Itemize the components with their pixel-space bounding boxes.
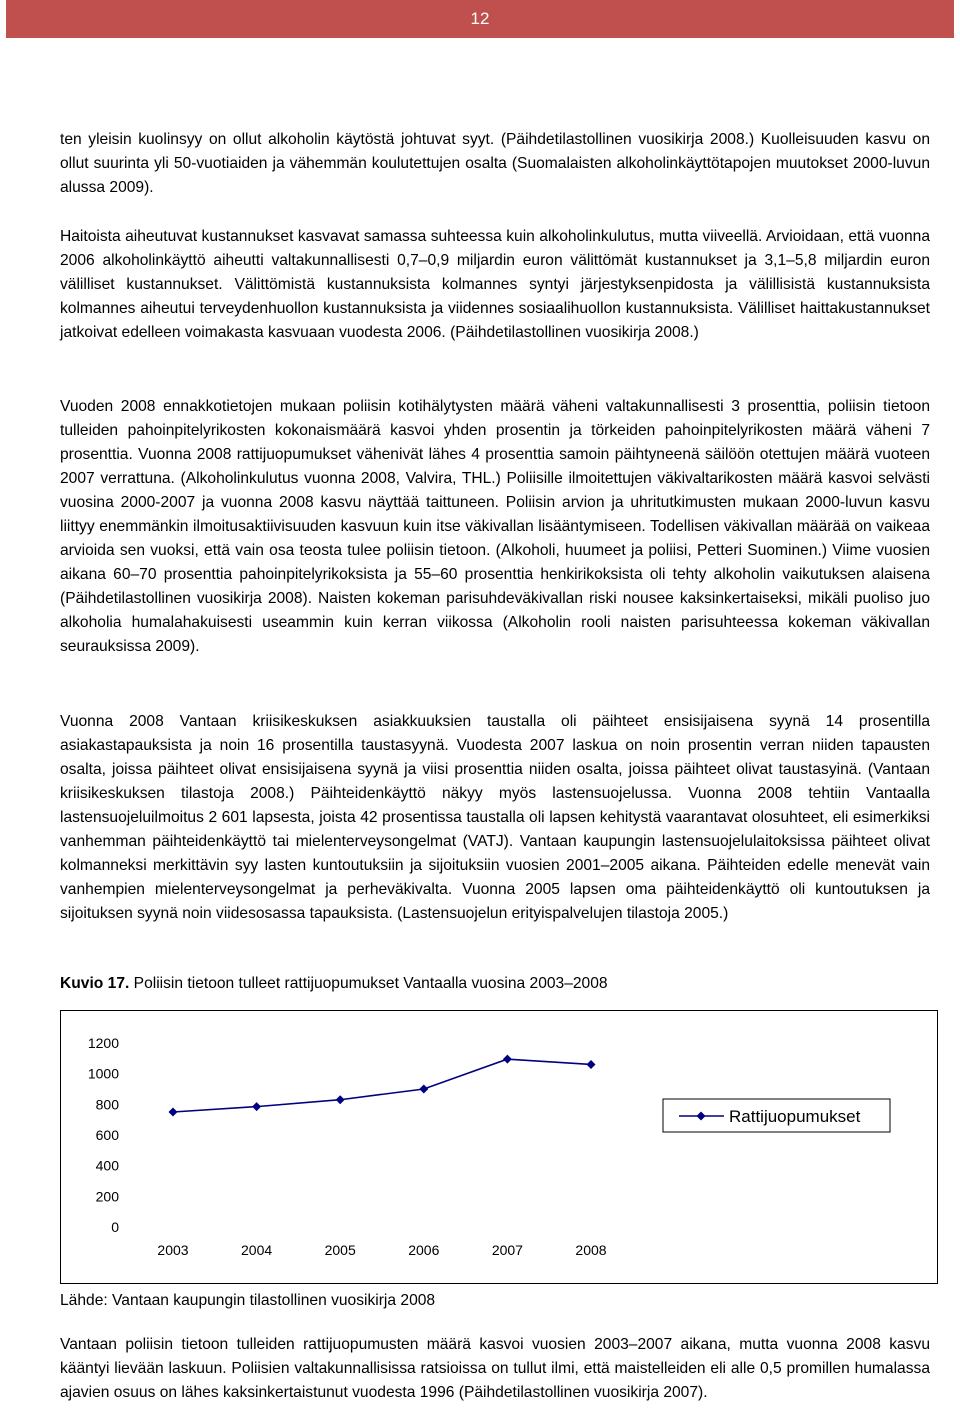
x-tick-label: 2006 <box>408 1242 440 1258</box>
y-tick-label: 0 <box>111 1219 119 1235</box>
y-tick-label: 600 <box>95 1127 119 1143</box>
figure-caption <box>60 972 608 996</box>
x-tick-label: 2004 <box>241 1242 273 1258</box>
data-point-marker <box>419 1085 428 1094</box>
data-point-marker <box>587 1060 596 1069</box>
legend-label: Rattijuopumukset <box>729 1107 861 1126</box>
paragraph-2: Haitoista aiheutuvat kustannukset kasvavat samassa suhteessa kuin alkoholinkulutus, mutta viiveellä. Arvioidaan, että vuonna 2006 alkoholinkäyttö aiheutti valtakunnallisesti 0,7–0,9 miljardin euron välittömät kustannukset ja 3,1–5,8 miljardin euron välilliset kustannukset. Välittömistä kustannuksista kolmannes syntyi järjestyksenpidosta ja välillisistä kustannuksista kolmannes aiheutui terveydenhuollon kustannuksista ja viidennes sosiaalihuollon kustannuksista. Välilliset haittakustannukset jatkoivat edelleen voimakasta kasvuaan vuodesta 2006. (Päihdetilastollinen vuosikirja 2008.) <box>60 228 930 341</box>
x-tick-label: 2007 <box>491 1242 523 1258</box>
paragraph-3: Vuoden 2008 ennakkotietojen mukaan poliisin kotihälytysten määrä väheni valtakunnallisesti 3 prosenttia, poliisin tietoon tulleiden pahoinpitelyrikosten kokonaismäärä kasvoi yhden prosentin ja törkeiden pahoinpitelyrikosten määrä väheni 7 prosenttia. Vuonna 2008 rattijuopumukset vähenivät lähes 4 prosenttia samoin päihtyneenä säilöön otettujen määrä vuoteen 2007 verrattuna. (Alkoholinkulutus vuonna 2008, Valvira, THL.) Poliisille ilmoitettujen väkivaltarikosten määrä kasvoi selvästi vuosina 2000-2007 ja vuonna 2008 kasvu näyttää taittuneen. Poliisin arvion ja uhritutkimusten mukaan 2000-luvun kasvu liittyy enemmänkin ilmoitusaktiivisuuden kasvuun kuin itse väkivallan lisääntymiseen. Todellisen väkivallan määrää on vaikeaa arvioida sen vuoksi, että vain osa teosta tulee poliisin tietoon. (Alkoholi, huumeet ja poliisi, Petteri Suominen.) Viime vuosien aikana 60–70 prosenttia pahoinpitelyrikoksista ja 55–60 prosenttia henkirikoksista oli tehty alkoholin vaikutuksen alaisena (Päihdetilastollinen vuosikirja 2008). Naisten kokeman parisuhdeväkivallan riski nousee kaksinkertaiseksi, mikäli puoliso juo alkoholia humalahakuisesti useammin kuin kerran viikossa (Alkoholin rooli naisten parisuhteessa kokeman väkivallan seurauksissa 2009). <box>60 398 930 655</box>
page-header-bar <box>6 0 954 38</box>
line-chart <box>61 1011 939 1285</box>
data-point-marker <box>336 1095 345 1104</box>
data-point-marker <box>503 1055 512 1064</box>
figure-title: Poliisin tietoon tulleet rattijuopumukset Vantaalla vuosina 2003–2008 <box>133 975 608 992</box>
x-tick-label: 2005 <box>324 1242 356 1258</box>
series-line <box>173 1059 591 1112</box>
y-tick-label: 200 <box>95 1188 119 1205</box>
y-tick-label: 1200 <box>87 1035 119 1051</box>
data-point-marker <box>252 1102 261 1111</box>
page-number: 12 <box>470 9 490 28</box>
figure-source: Lähde: Vantaan kaupungin tilastollinen vuosikirja 2008 <box>60 1292 436 1309</box>
x-tick-label: 2003 <box>157 1242 189 1258</box>
paragraph-1: ten yleisin kuolinsyy on ollut alkoholin käytöstä johtuvat syyt. (Päihdetilastollinen vuosikirja 2008.) Kuolleisuuden kasvu on ollut suurinta yli 50-vuotiaiden ja vähemmän koulutettujen osalta (Suomalaisten alkoholinkäyttötapojen muutokset 2000-luvun alussa 2009). <box>60 131 930 196</box>
figure-label: Kuvio 17. <box>60 975 130 992</box>
closing-paragraph: Vantaan poliisin tietoon tulleiden rattijuopumusten määrä kasvoi vuosien 2003–2007 aikana, mutta vuonna 2008 kasvu kääntyi lievään laskuun. Poliisien valtakunnallisissa ratsioissa on tullut ilmi, että maistelleiden eli alle 0,5 promillen humalassa ajavien osuus on lähes kaksinkertaistunut vuodesta 1996 (Päihdetilastollinen vuosikirja 2007). <box>60 1336 930 1401</box>
y-tick-label: 1000 <box>87 1065 119 1082</box>
data-point-marker <box>169 1108 178 1117</box>
y-tick-label: 400 <box>95 1157 119 1174</box>
x-tick-label: 2008 <box>575 1242 607 1258</box>
chart-frame <box>60 1010 938 1284</box>
y-tick-label: 800 <box>95 1096 119 1113</box>
paragraph-4: Vuonna 2008 Vantaan kriisikeskuksen asiakkuuksien taustalla oli päihteet ensisijaisena syynä 14 prosentilla asiakastapauksista ja noin 16 prosentilla taustasyynä. Vuodesta 2007 laskua on noin prosentin verran niiden tapausten osalta, joissa päihteet olivat ensisijaisena syynä ja viisi prosenttia niiden osalta, joissa päihteet olivat taustasyinä. (Vantaan kriisikeskuksen tilastoja 2008.) Päihteidenkäyttö näkyy myös lastensuojelussa. Vuonna 2008 tehtiin Vantaalla lastensuojeluilmoitus 2 601 lapsesta, joista 42 prosentissa taustalla oli lapsen kehitystä vaarantavat olosuhteet, eli esimerkiksi vanhemman päihteidenkäyttö tai mielenterveysongelmat (VATJ). Vantaan kaupungin lastensuojelulaitoksissa päihteet olivat kolmanneksi merkittävin syy lasten kuntoutuksiin ja sijoituksiin vuosien 2001–2005 aikana. Päihteiden edelle menevät vain vanhempien mielenterveysongelmat ja perheväkivalta. Vuonna 2005 lapsen oma päihteidenkäyttö oli kuntoutuksen ja sijoituksen syynä noin viidesosassa tapauksista. (Lastensuojelun erityispalvelujen tilastoja 2005.) <box>60 713 930 922</box>
